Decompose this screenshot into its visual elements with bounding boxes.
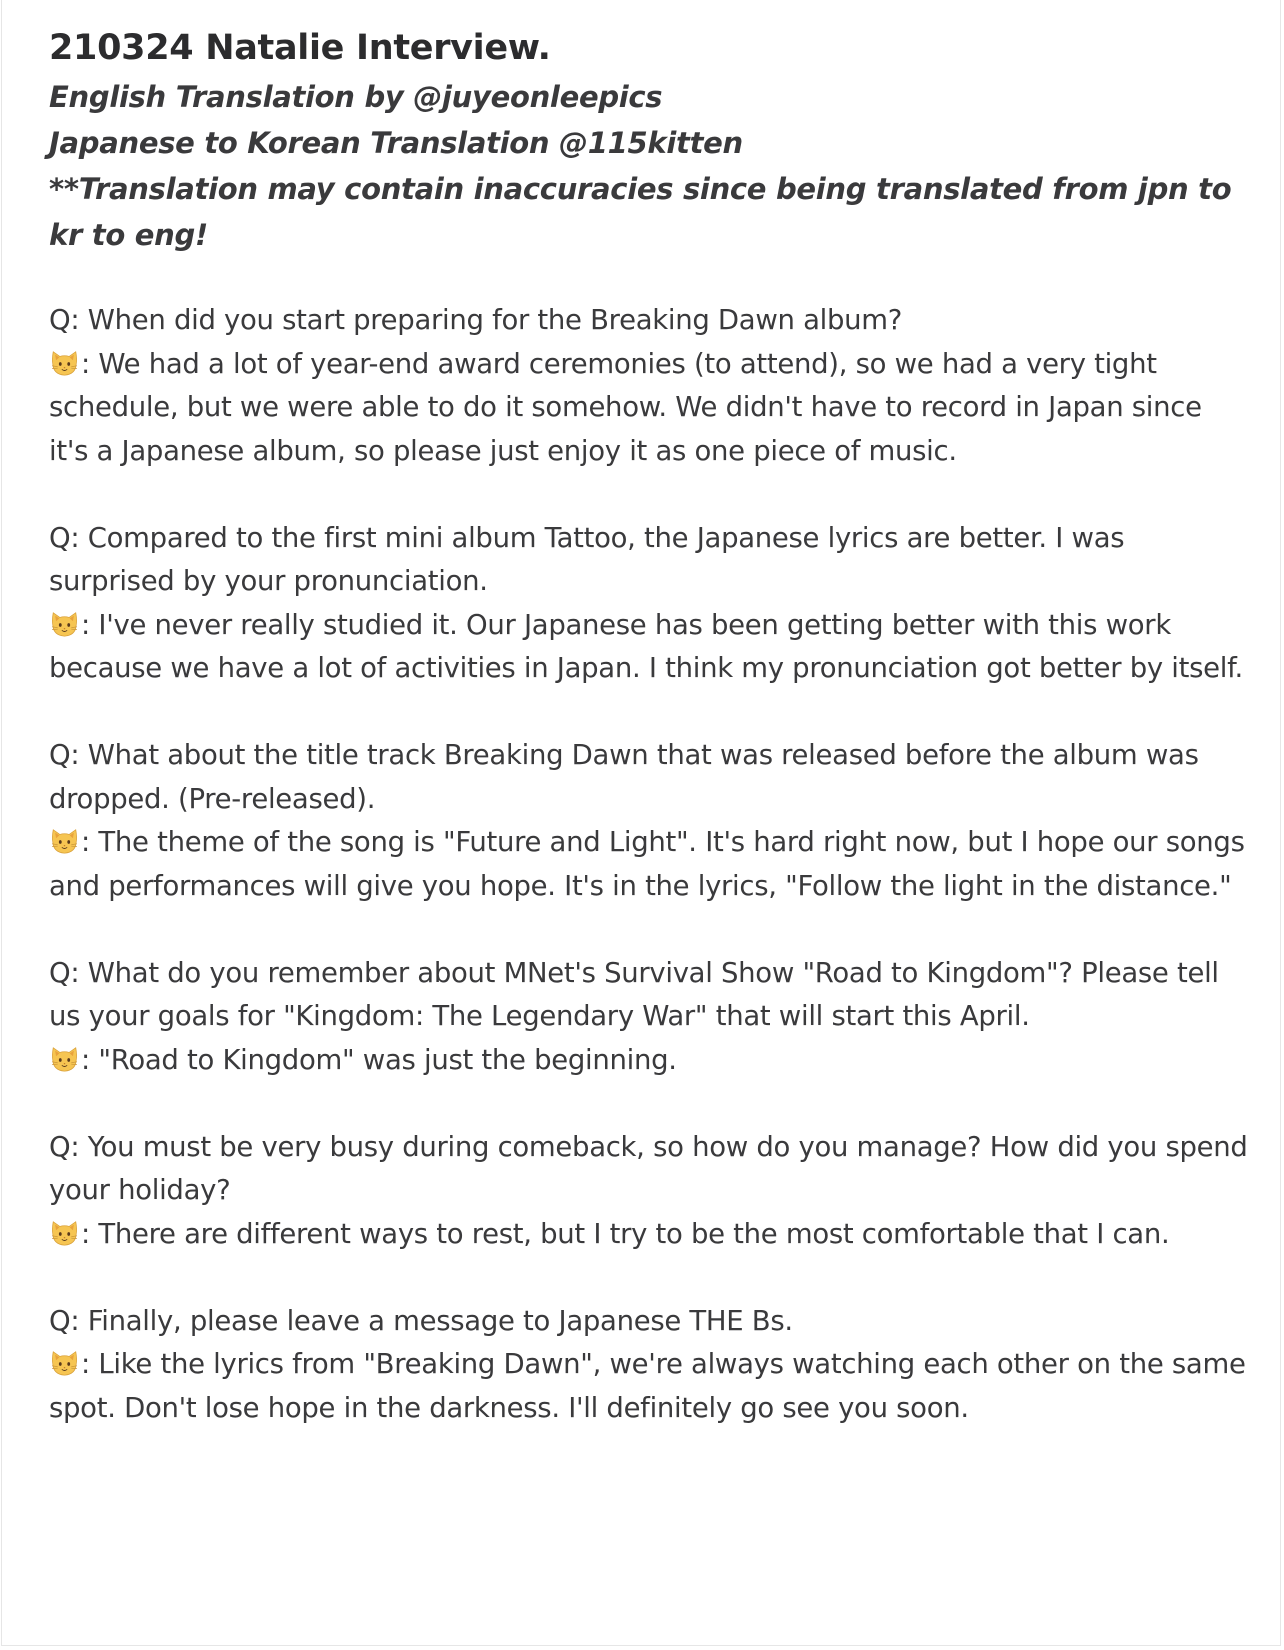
korean-translation-credit: Japanese to Korean Translation @115kitten [49,126,743,160]
qa-block [49,734,1249,908]
qa-block [49,299,1249,473]
cat-face-icon [49,348,80,378]
answer-text: : The theme of the song is "Future and Light". It's hard right now, but I hope our songs and performances will give you hope. It's in the lyrics, "Follow the light in the distance." [49,826,1245,902]
question: Q: What about the title track Breaking Dawn that was released before the album was dropped. (Pre-released). [49,739,1199,815]
question: Q: You must be very busy during comeback, so how do you manage? How did you spend your holiday? [49,1130,1248,1206]
answer-text: : I've never really studied it. Our Japanese has been getting better with this work because we have a lot of activities in Japan. I think my pronunciation got better by itself. [49,608,1243,684]
cat-face-icon [49,1218,80,1248]
answer [49,343,1249,474]
note-page [1,0,1281,1646]
answer-text: : Like the lyrics from "Breaking Dawn", we're always watching each other on the same spot. Don't lose hope in the darkness. I'll definitely go see you soon. [49,1348,1246,1424]
cat-face-icon [49,1348,80,1378]
question: Q: What do you remember about MNet's Survival Show "Road to Kingdom"? Please tell us your goals for "Kingdom: The Legendary War" that will start this April. [49,956,1219,1032]
answer-text: : "Road to Kingdom" was just the beginning. [81,1043,677,1076]
qa-block [49,1126,1249,1257]
section-spacer [49,258,1249,299]
answer [49,1213,1249,1257]
question: Q: Finally, please leave a message to Japanese THE Bs. [49,1304,793,1337]
english-translation-credit: English Translation by @juyeonleepics [49,80,663,114]
answer-text: : We had a lot of year-end award ceremonies (to attend), so we had a very tight schedule, but we were able to do it somehow. We didn't have to record in Japan since it's a Japanese album, so please just enjoy it as one piece of music. [49,347,1202,467]
page-title: 210324 Natalie Interview. [49,28,551,68]
qa-block [49,517,1249,691]
answer-text: : There are different ways to rest, but I try to be the most comfortable that I can. [81,1217,1170,1250]
translation-disclaimer: **Translation may contain inaccuracies since being translated from jpn to kr to eng! [49,172,1232,252]
answer [49,604,1249,691]
cat-face-icon [49,609,80,639]
answer [49,821,1249,908]
answer [49,1039,1249,1083]
answer [49,1343,1249,1430]
qa-block [49,1300,1249,1431]
question: Q: When did you start preparing for the Breaking Dawn album? [49,304,903,336]
cat-face-icon [49,826,80,856]
question: Q: Compared to the first mini album Tattoo, the Japanese lyrics are better. I was surprised by your pronunciation. [49,521,1125,597]
qa-block [49,952,1249,1083]
note-content [49,22,1249,1474]
cat-face-icon [49,1044,80,1074]
